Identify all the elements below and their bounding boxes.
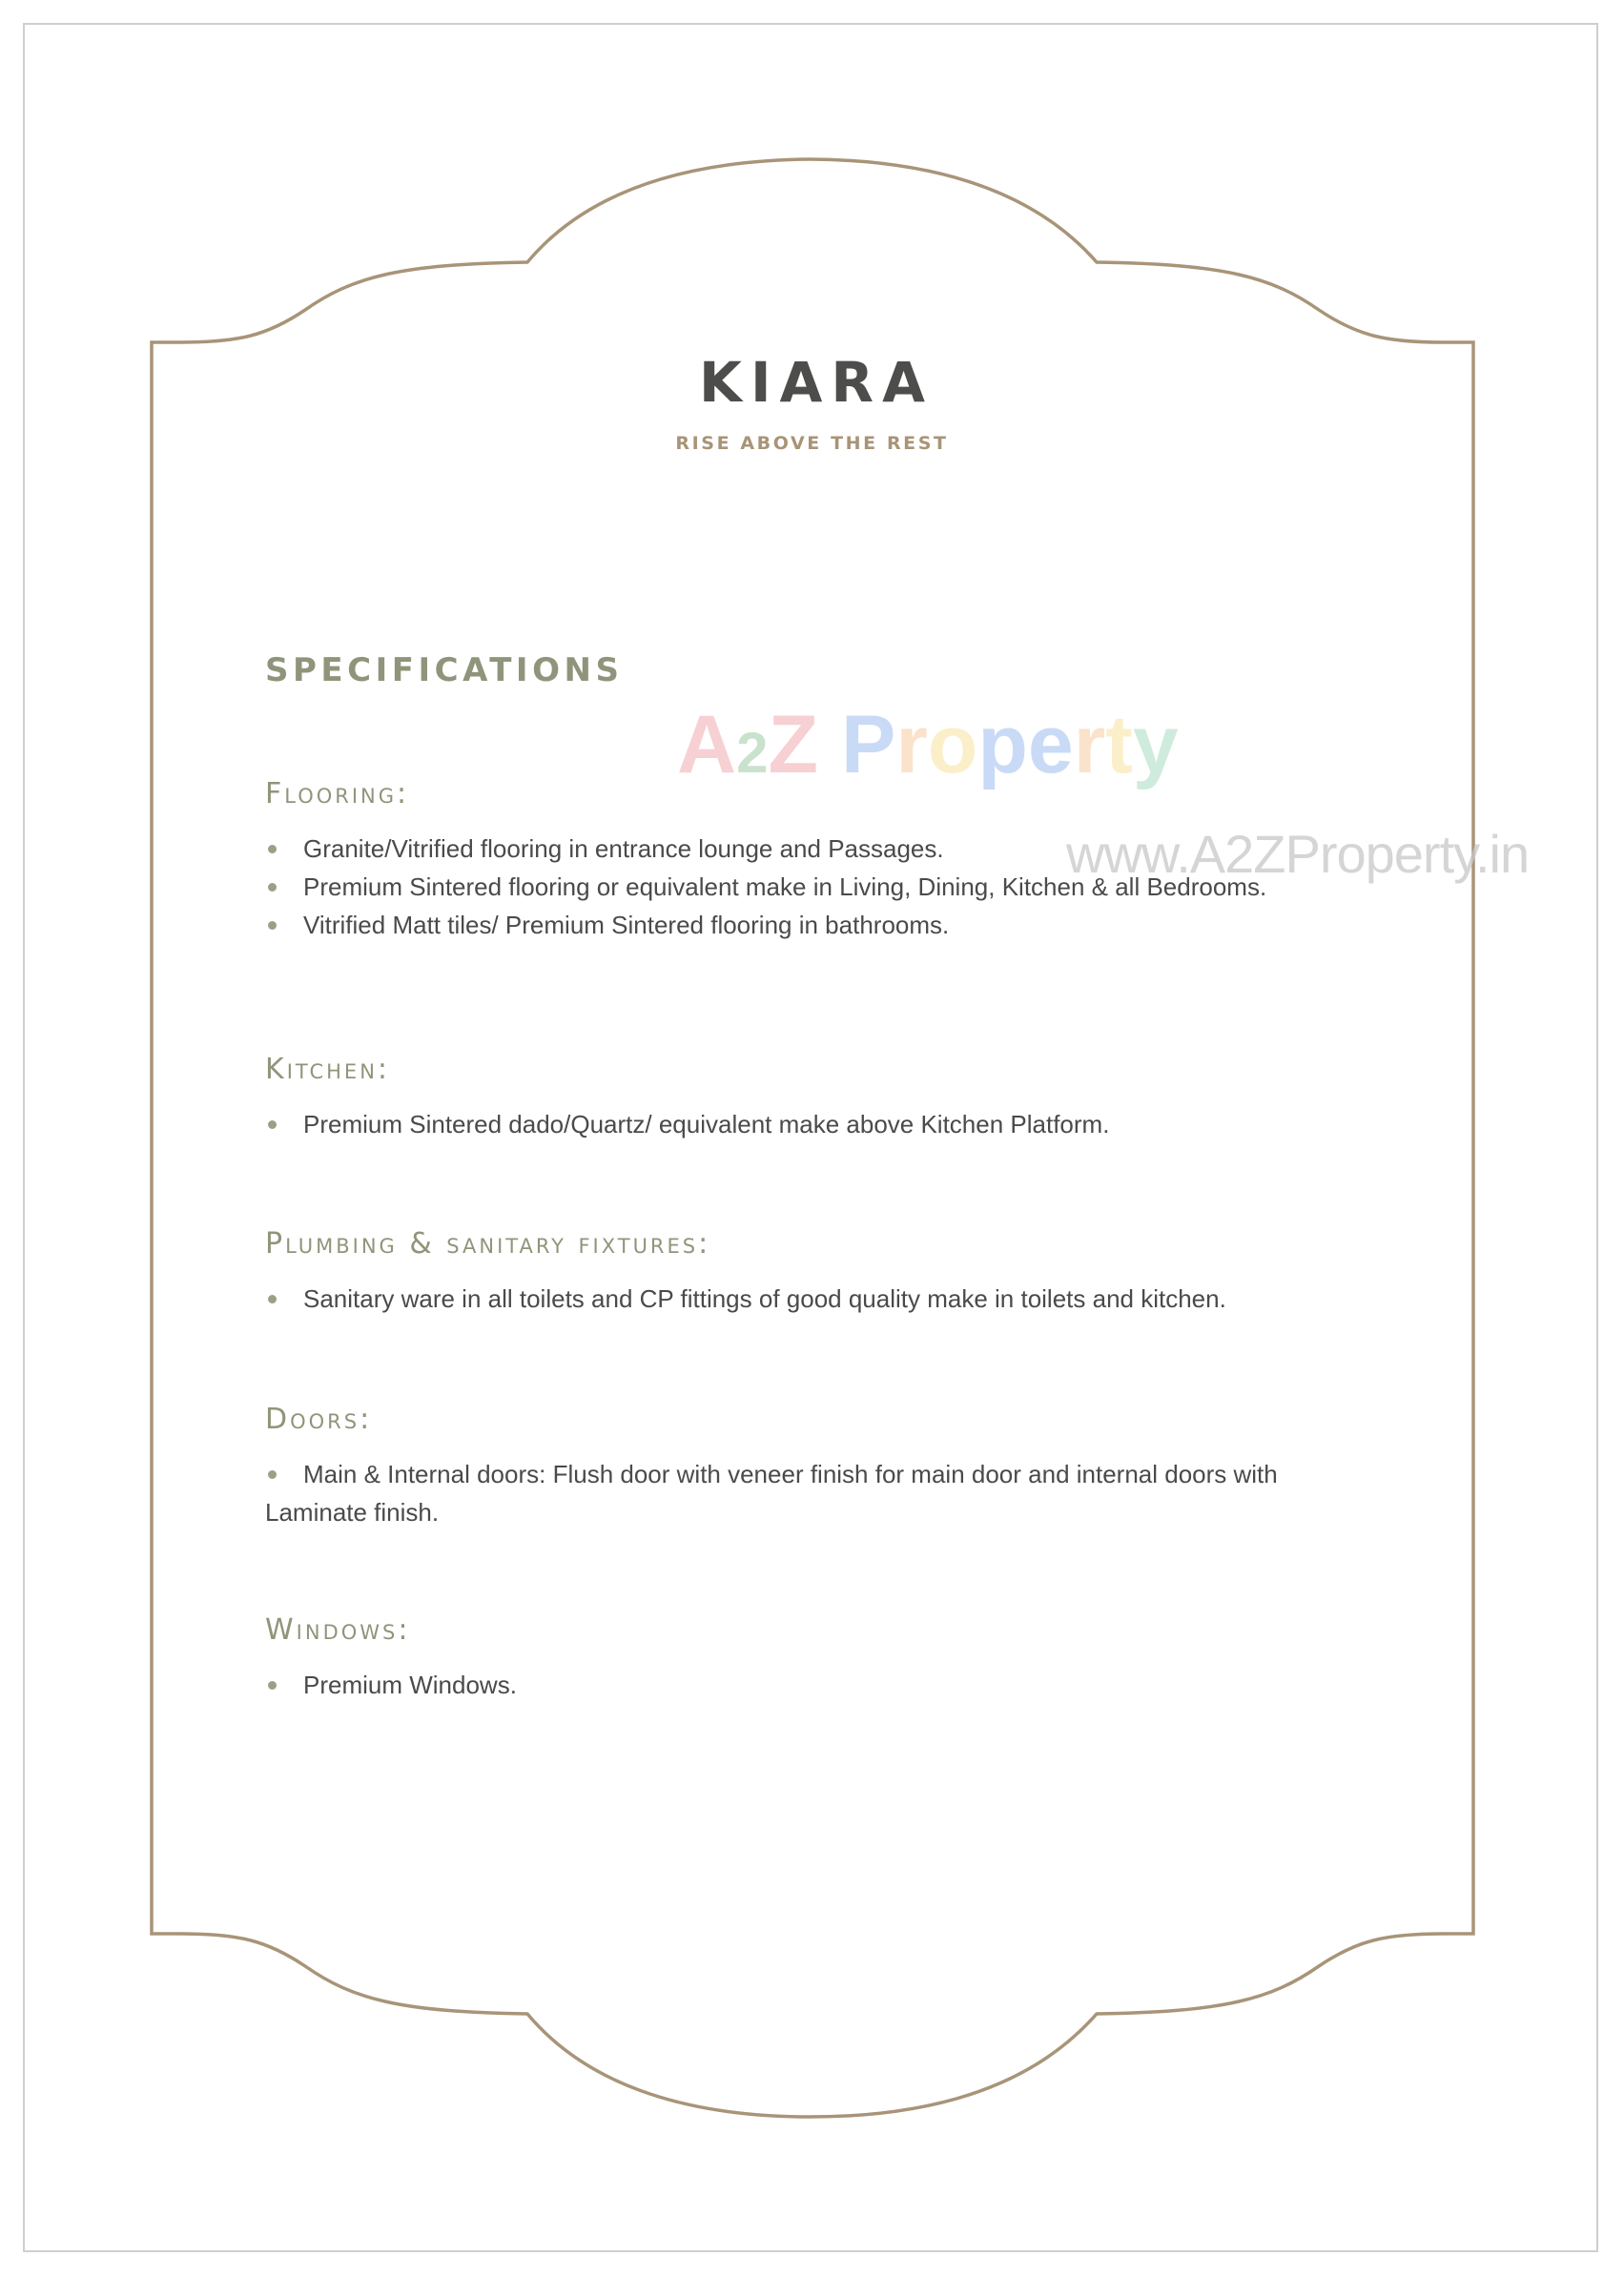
bullet-icon <box>268 1470 277 1479</box>
list-item-text: Premium Windows. <box>303 1671 517 1699</box>
section-plumbing <box>265 1227 1409 1318</box>
plumbing-list <box>265 1280 1409 1318</box>
watermark-letter: p <box>977 699 1028 790</box>
section-heading-windows: Windows: <box>265 1613 411 1647</box>
list-item-text: Premium Sintered dado/Quartz/ equivalent make above Kitchen Platform. <box>303 1110 1110 1138</box>
watermark-letter: y <box>1132 699 1179 790</box>
bullet-icon <box>268 1295 277 1303</box>
brand-logo-name: KIARA <box>699 350 934 415</box>
watermark-letter: Z <box>768 699 819 790</box>
doors-list <box>265 1455 1362 1531</box>
page-title: SPECIFICATIONS <box>265 651 624 689</box>
kitchen-list <box>265 1105 1409 1143</box>
watermark-letter: A <box>677 699 737 790</box>
list-item <box>265 1666 1409 1704</box>
flooring-list <box>265 830 1409 944</box>
list-item <box>265 830 1409 868</box>
bullet-icon <box>268 1681 277 1690</box>
windows-list <box>265 1666 1409 1704</box>
section-heading-doors: Doors: <box>265 1403 373 1436</box>
watermark-letter: e <box>1027 699 1074 790</box>
section-heading-flooring: Flooring: <box>265 777 410 810</box>
list-item <box>265 1280 1409 1318</box>
list-item-text: Sanitary ware in all toilets and CP fittings of good quality make in toilets and kitchen. <box>303 1284 1226 1313</box>
list-item-text: Granite/Vitrified flooring in entrance lounge and Passages. <box>303 834 944 863</box>
bullet-icon <box>268 845 277 853</box>
watermark-house-icon: 2 <box>736 721 769 785</box>
list-item-text: Vitrified Matt tiles/ Premium Sintered flooring in bathrooms. <box>303 911 950 939</box>
bullet-icon <box>268 1120 277 1129</box>
section-heading-plumbing: Plumbing & sanitary fixtures: <box>265 1227 711 1261</box>
list-item-text: Premium Sintered flooring or equivalent make in Living, Dining, Kitchen & all Bedrooms. <box>303 872 1267 901</box>
section-windows <box>265 1613 1409 1704</box>
list-item <box>265 1455 1362 1531</box>
bullet-icon <box>268 883 277 892</box>
list-item <box>265 906 1409 944</box>
section-kitchen <box>265 1053 1409 1143</box>
watermark-letter: r <box>895 699 928 790</box>
section-flooring <box>265 777 1409 944</box>
list-item <box>265 868 1409 906</box>
section-heading-kitchen: Kitchen: <box>265 1053 391 1086</box>
list-item <box>265 1105 1409 1143</box>
list-item-text: Main & Internal doors: Flush door with veneer finish for main door and internal doors with Laminate finish. <box>265 1460 1278 1527</box>
watermark-letter: o <box>927 699 978 790</box>
section-doors <box>265 1405 1362 1531</box>
watermark-letter: r <box>1073 699 1106 790</box>
watermark-url: www.A2ZProperty.in <box>1066 824 1530 884</box>
brand-tagline: RISE ABOVE THE REST <box>675 433 949 454</box>
bullet-icon <box>268 921 277 930</box>
watermark-letter: t <box>1105 699 1133 790</box>
watermark-letter: P <box>840 699 896 790</box>
